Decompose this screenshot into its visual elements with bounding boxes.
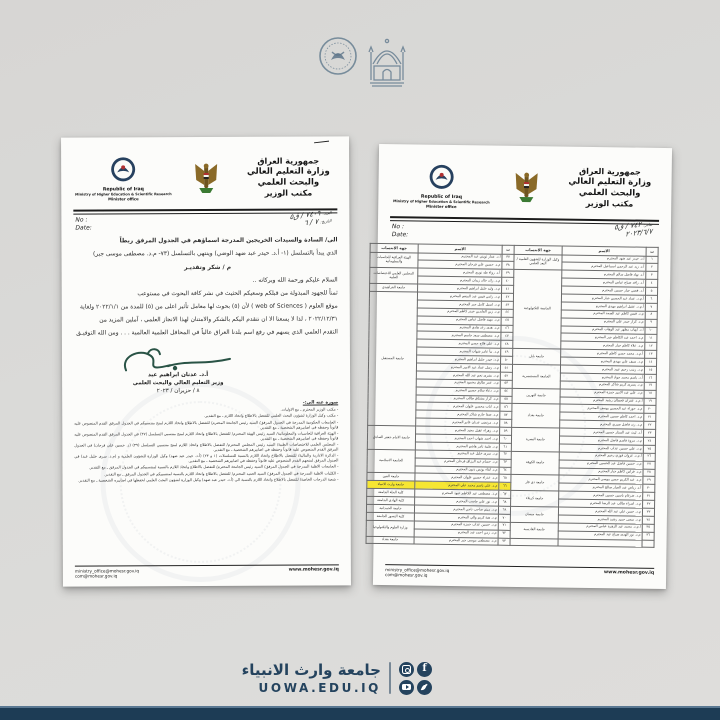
name-cell: أ.د. ايهاب مظهر عبد الوهاب المحترم: [561, 326, 645, 335]
date-label: Date:: [391, 230, 409, 239]
signer-name: أ.د. عدنان ابراهيم عبد: [147, 371, 209, 379]
name-cell: أ.م.د. عقيل ابراهيم مهدي المحترم: [561, 302, 645, 311]
signature-date: ٨ / حزيران / ٢٠٢٣: [156, 388, 200, 395]
affiliation-cell: الجامعة المستنصرية: [512, 364, 560, 388]
name-cell: م.د. علاء كاظم جبار المحترم: [561, 341, 645, 350]
name-cell: م.د. رامي قيس عبد المنعم المحترم: [417, 292, 501, 301]
university-brand-block: [242, 662, 432, 695]
name-cell: م.د. احمد شهاب احمد المحترم: [415, 434, 499, 443]
university-seal-logo: [318, 36, 358, 76]
affiliation-cell: وكيل الوزارة للشؤون العلمية / البعد العلمي: [514, 254, 562, 270]
serial-cell: ١٥: [644, 366, 656, 374]
affiliation-cell: جامعة النهرين: [512, 388, 560, 404]
serial-cell: [642, 540, 654, 548]
serial-range-line: الذي يبدأ بالتسلسل (١- أ.د. حيدر عبد ضهد الوضي) وينتهي بالتسلسل (٧٣- م.د. مصطفى موسى جبر): [93, 250, 338, 258]
name-cell: م.د. علي حسين عذاب المحترم: [559, 444, 643, 453]
letterhead-arabic: [560, 166, 660, 210]
ministry-title-en: Ministry of Higher Education & Scientific Research: [393, 198, 490, 205]
name-cell: م.د. ضرغام ياسين حسين المحترم: [559, 491, 643, 500]
hand-date-label: التاريخ:: [320, 218, 332, 225]
name-cell: م.د. قيس كاظم عبد الصمد المحترم: [561, 310, 645, 319]
bottom-navy-strip: [0, 706, 720, 720]
cc-item: - شعبة الدرجات الخاصة/ للتفضل بالاطلاع واتخاذ اللازم بالنسبة الى (أ.د. حيدر عبد ضهد) وكيل الوزارة لشؤون البحث العلمي لحفظها في اضابيره الشخصية ـ مع التقدير.: [78, 476, 339, 483]
university-name: جامعة وارث الانبياء: [241, 660, 381, 679]
serial-cell: ١٧: [644, 382, 656, 390]
name-cell: م.د. بشرى نجم عبد الله المحترم: [416, 371, 500, 380]
serial-cell: ٤٠: [502, 277, 514, 285]
affiliation-cell: الهيئة العراقية للحاسبات والمعلوماتية: [370, 252, 418, 268]
name-cell: م.د. مرتضى عدنان غانم المحترم: [416, 418, 500, 427]
serial-cell: ٢٩: [643, 477, 655, 485]
serial-cell: ٣٧: [502, 254, 514, 262]
serial-cell: ٥٨: [500, 419, 512, 427]
letter-paragraph: ثمناً للجهود المبذولة من قبلكم وسعيكم الحثيث في نشر كافة البحوث في مستوعب موقع العلوم ( web of Sciences ) لأن (٥) بحوث لها معامل تأثير اعلى من (٥) للمدة من ٢٠٢٢/١/١ ولغاية ٢٠٢٢/١٢/٣١ ، لذا لا يسعنا الا ان نتقدم اليكم بالشكر والامتنان لهذا الانجاز العلمي ، آملين المزيد من التقدم العلمي الذي يسهم في رفع اسم بلدنا العراق عالياً في المحافل العلمية العالمية . . . ومن الله التوفيـق: [76, 290, 338, 337]
signature-block: [88, 346, 268, 395]
cc-item: - الجامعات الحكومية المدرجة في الجدول المرفق/ السيد رئيس الجامعة المحترم/ للتفضل بالاطلاع واتخاذ اللازم لمنح منتسبيكم في الجدول المرفق القدم المنصوص عليه قانوناً وحفظه في اضابيرهم الشخصية ـ مع التقدير.: [74, 418, 339, 430]
serial-cell: ٧١: [498, 522, 510, 530]
name-cell: م.د. نور علي جاسب المحترم: [415, 497, 499, 506]
serial-cell: ١٠: [645, 327, 657, 335]
name-cell: م.د. كرار مشتاق طالب المحترم: [416, 395, 500, 404]
name-cell: م.د. حسن علي عبد الله المحترم: [558, 507, 642, 516]
social-icons: [399, 662, 432, 695]
serial-cell: ٧٠: [498, 514, 510, 522]
mosque-emblem-logo: [368, 36, 406, 90]
roster-page: [373, 144, 672, 589]
affiliation-cell: جامعة ميسان: [510, 506, 558, 522]
letterhead-english: [73, 156, 174, 201]
footer-email-1: ministry_office@mohesr.gov.iq: [385, 566, 450, 573]
serial-cell: ٥١: [500, 364, 512, 372]
no-label: No :: [391, 223, 405, 231]
serial-cell: ٣٥: [642, 524, 654, 532]
serial-cell: ٦٦: [499, 483, 511, 491]
affiliation-cell: جامعة البصرة: [511, 427, 559, 451]
roster-header-cell: جهة الانتساب: [514, 245, 562, 254]
roster-header-cell: الاسم: [562, 246, 646, 256]
brand-separator: [389, 662, 391, 694]
serial-cell: ٦٧: [499, 490, 511, 498]
serial-cell: ١٢: [645, 343, 657, 351]
serial-cell: ٤٥: [501, 317, 513, 325]
serial-cell: ٢: [646, 264, 658, 272]
name-cell: م.د. رند فاضل صبري المحترم: [560, 420, 644, 429]
affiliation-cell: جامعة الامام جعفر الصادق: [367, 425, 415, 449]
cc-item: - مكتب وكيل الوزارة لشؤون البحث العلمي للتفضل بالاطلاع واتخاذ اللازم ـ مع التقدير.: [204, 412, 339, 419]
roster-header-cell: جهة الانتساب: [370, 243, 418, 252]
name-cell: م.د. حسام عبد الرزاق فرحان المحترم: [415, 458, 499, 467]
name-cell: م.د. حسين علي فرحان المحترم: [418, 260, 502, 269]
gov-title-en: Republic of Iraq: [420, 194, 463, 200]
date-label: Date:: [75, 224, 92, 232]
number-date-row: [390, 222, 659, 244]
name-cell: م.د. علي باسم محمد علي المحترم: [415, 481, 499, 490]
serial-cell: ٢٣: [644, 429, 656, 437]
name-cell: م.د. مروة قاسم فاضل المحترم: [559, 436, 643, 445]
name-cell: م.د. ميثم صاحب ناجي المحترم: [414, 505, 498, 514]
hand-no-value: ٧٤٠٩ / ق٥: [289, 209, 321, 222]
name-cell: م.د. علي عبد الامير حمزة المحترم: [560, 389, 644, 398]
serial-cell: ٣٨: [502, 262, 514, 270]
top-watermark-logos: [318, 36, 406, 90]
no-date-labels: [75, 216, 91, 232]
name-cell: أ.د. حيدر عبد ضهد المحترم: [562, 255, 646, 264]
footer-emails: [75, 568, 139, 580]
serial-cell: ٢٨: [643, 469, 655, 477]
ministry-title-ar: وزارة التعليم العالي والبحث العلمي: [246, 166, 330, 188]
serial-cell: ٣٣: [642, 508, 654, 516]
letterhead: [390, 156, 660, 218]
name-cell: م.د. مصطفى موسى جبر المحترم: [414, 537, 498, 546]
serial-cell: ١٣: [645, 350, 657, 358]
serial-cell: ٥٣: [500, 380, 512, 388]
name-cell: [558, 539, 642, 548]
serial-cell: ٣٤: [642, 516, 654, 524]
serial-cell: ٥٦: [500, 404, 512, 412]
name-cell: م.د. سيف علي مهدي المحترم: [561, 357, 645, 366]
serial-cell: ١٩: [644, 398, 656, 406]
cc-item: - مكتب الوزير المحترم ـ مع الاوليات.: [280, 406, 339, 412]
serial-cell: ٦٥: [499, 475, 511, 483]
serial-cell: ٤٩: [501, 348, 513, 356]
gov-title-en: Republic of Iraq: [102, 186, 144, 192]
office-title-en: Minister office: [108, 195, 139, 201]
affiliation-cell: جامعة بغداد: [512, 404, 560, 428]
name-cell: م.د. هبة كريم والي المحترم: [414, 513, 498, 522]
iraq-eagle-emblem: [499, 170, 553, 205]
serial-cell: ٥٤: [500, 388, 512, 396]
serial-cell: ٦٢: [499, 451, 511, 459]
roster-header-cell: الاسم: [418, 244, 502, 254]
name-cell: أ.د. رواء طه نوري المحترم: [418, 268, 502, 277]
name-cell: م.د. زينب رحيم عبيد المحترم: [560, 365, 644, 374]
office-title-ar: مكتب الوزير: [585, 198, 634, 209]
name-cell: أ.د. باسم محمد جواد المحترم: [560, 373, 644, 382]
serial-cell: ٢٠: [644, 406, 656, 414]
affiliation-cell: جامعة الفراهيدي: [370, 283, 418, 292]
name-cell: م.د. احمد كاظم حسين المحترم: [560, 412, 644, 421]
signer-title: وزير التعليم العالي والبحث العلمي: [132, 379, 224, 387]
serial-cell: ٣١: [643, 492, 655, 500]
letterhead-english: [390, 163, 493, 209]
serial-cell: ٣: [646, 271, 658, 279]
hand-date-value: ٧ / ٦: [303, 217, 318, 228]
serial-cell: ٢٦: [643, 453, 655, 461]
serial-cell: ٦٨: [499, 498, 511, 506]
serial-cell: ٤٣: [501, 301, 513, 309]
affiliation-cell: وزارة العلوم والتكنولوجيا: [366, 520, 414, 536]
name-cell: م.د. زين العابدين حيدر كاظم المحترم: [417, 308, 501, 317]
name-cell: م.د. نبأ عامر شهاب المحترم: [417, 347, 501, 356]
serial-cell: ٦١: [499, 443, 511, 451]
page-footer: [385, 564, 654, 582]
serial-cell: ٤٧: [501, 333, 513, 341]
gov-title-ar: جمهورية العراق: [578, 166, 641, 177]
footer-email-2: com@mohesr.gov.iq: [74, 573, 118, 579]
roster-header-cell: ت: [646, 247, 658, 256]
name-cell: م.د. اسراء طالب عبد الرضا المحترم: [559, 499, 643, 508]
serial-cell: ٤٦: [501, 325, 513, 333]
addressee-line: الى/ السادة والسيدات الخريجين المدرجة اسماؤهم في الجدول المرفق ربطاً: [119, 237, 338, 245]
serial-cell: ٣٦: [642, 532, 654, 540]
serial-cell: ٣٩: [502, 269, 514, 277]
office-title-en: Minister office: [425, 203, 457, 209]
cc-title: صورة عنه الى:-: [302, 400, 339, 406]
name-cell: أ.د. عمار ثويني عبد المحترم: [418, 253, 502, 262]
instagram-icon: [399, 662, 414, 677]
name-cell: م.د. نور الهدى صباح عبد المحترم: [558, 531, 642, 540]
serial-cell: ١: [646, 256, 658, 264]
serial-cell: ٥٥: [500, 396, 512, 404]
letter-body: [73, 234, 337, 340]
gov-title-ar: جمهورية العراق: [257, 156, 320, 166]
serial-cell: ٨: [645, 311, 657, 319]
serial-cell: ٤١: [502, 285, 514, 293]
office-title-ar: مكتب الوزير: [264, 188, 313, 198]
name-cell: أ.د. نهاد فاضل سالم المحترم: [562, 270, 646, 279]
letter-page: [61, 136, 351, 586]
ministry-seal-icon: [429, 163, 455, 189]
iraq-eagle-emblem: [180, 161, 233, 195]
hand-date-value: ٢٠٢٣/٦/٧: [625, 227, 653, 239]
serial-cell: ٦٠: [499, 435, 511, 443]
cc-item: - الهيئة العراقية للحاسبات والمعلوماتية/ السيد رئيس الهيئة المحترم/ للتفضل بالاطلاع واتخاذ اللازم لمنح منتسبي التسلسل (٣٧) في الجدول المرفق القدم المنصوص عليه قانوناً وحفظه في اضابيرهم الشخصية ـ مع التقدير.: [74, 430, 339, 441]
serial-cell: ٥٩: [500, 427, 512, 435]
name-cell: م.د. لقاء يونس ذنون المحترم: [415, 466, 499, 475]
serial-cell: ٤٤: [501, 309, 513, 317]
serial-cell: ٢٤: [643, 437, 655, 445]
name-cell: أ.م.د. محمد عبد الزهرة عباس المحترم: [558, 523, 642, 532]
page-footer: [75, 564, 339, 579]
name-cell: م.د. سجى حميد رشيد المحترم: [558, 515, 642, 524]
name-cell: م.د. مهند فاضل عباس المحترم: [417, 316, 501, 325]
letterhead: [73, 148, 337, 207]
name-cell: أ.د. رياض عبد الجبار صالح المحترم: [559, 483, 643, 492]
serial-cell: ٦٣: [499, 459, 511, 467]
name-cell: م.د. عبد الكريم حسن موسى المحترم: [559, 475, 643, 484]
serial-cell: ١٤: [645, 358, 657, 366]
affiliation-cell: جامعة بغداد: [366, 536, 414, 545]
youtube-icon: [399, 680, 414, 695]
serial-cell: ٧٢: [498, 530, 510, 538]
serial-cell: ٢٥: [643, 445, 655, 453]
serial-cell: ٦٤: [499, 467, 511, 475]
ministry-title-ar: وزارة التعليم العالي والبحث العلمي: [568, 176, 652, 199]
handwritten-ref: [614, 219, 653, 240]
name-cell: أ.د. ليث عبد الستار حسين المحترم: [560, 428, 644, 437]
affiliation-cell: كلية الهادي الجامعة: [367, 496, 415, 505]
affiliation-cell: جامعة الكوفة: [511, 451, 559, 475]
serial-cell: ٣٠: [643, 485, 655, 493]
name-cell: م.د. يسرى كريم شاكر المحترم: [560, 381, 644, 390]
cc-item: - الكليات الاهلية المدرجة في الجدول المرفق/ السيد العميد المحترم/ للتفضل بالاطلاع واتخاذ اللازم بالنسبة لمنتسبيكم في الجدول المرفق ـ مع التقدير.: [104, 469, 339, 476]
name-cell: م.د. زهراء عقيل مجيد المحترم: [416, 426, 500, 435]
name-cell: م.د. عذراء حسين علوان المحترم: [415, 473, 499, 482]
number-date-row: [73, 209, 337, 233]
serial-cell: ٢٢: [644, 421, 656, 429]
serial-cell: ٦٩: [498, 506, 510, 514]
affiliation-cell: كلية الحلة الجامعة: [367, 489, 415, 498]
name-cell: أ.م.د. غزوان فوزي رحيم المحترم: [559, 452, 643, 461]
affiliation-cell: الجامعة التكنولوجية: [513, 270, 562, 350]
serial-cell: ٥٠: [501, 356, 513, 364]
serial-cell: ١٨: [644, 390, 656, 398]
serial-cell: ٦: [645, 295, 657, 303]
name-cell: م.د. حسين فاضل عبد الحسين المحترم: [559, 460, 643, 469]
footer-website: www.mohesr.gov.iq: [288, 567, 339, 573]
name-cell: أ.د. قصي جبار حسين المحترم: [562, 286, 646, 295]
affiliation-cell: المجلس العلمي للاختصاصات الطبية: [370, 268, 418, 284]
twitter-icon: [417, 680, 432, 695]
serial-cell: ٥٢: [500, 372, 512, 380]
no-date-labels: [392, 223, 409, 239]
cc-item: - الجامعات الاهلية المدرجة في الجدول المرفق/ السيد رئيس الجامعة المحترم/ للتفضل بالاطلاع واتخاذ اللازم بالنسبة لمنتسبيكم في الجدول المرفق ـ مع التقدير.: [88, 463, 339, 470]
name-cell: أ.د. زيد عبد الرحمن اسماعيل المحترم: [562, 262, 646, 271]
serial-cell: ٤: [646, 279, 658, 287]
footer-email-1: ministry_office@mohesr.gov.iq: [74, 567, 140, 574]
university-url: UOWA.EDU.IQ: [258, 681, 381, 695]
cc-item: - الدائرة الادارية والمالية/ للتفضل بالاطلاع واتخاذ اللازم بالنسبة للتسلسلات (١ و ٢٣) (أ.د. حيدر عبد ضهد) وكيل الوزارة للشؤون العلمية و (م.د. سرى خليل عبد) في الجدول المرفق لمنحهم القدم المنصوص عليه قانوناً وحفظه في اضابيرهم الشخصية ـ مع التقدير.: [74, 452, 339, 464]
name-cell: م.د. حسين عذاب حمزة المحترم: [414, 521, 498, 530]
serial-cell: ٧٣: [498, 538, 510, 546]
greeting-line: السلام عليكم ورحمة الله وبركاته ..: [252, 277, 338, 284]
brand-text: [242, 662, 381, 695]
name-cell: م.د. وليد خليل ابراهيم المحترم: [418, 284, 502, 293]
serial-cell: ٥: [646, 287, 658, 295]
footer-emails: [385, 567, 449, 579]
serial-cell: ٤٢: [501, 293, 513, 301]
name-cell: م.د. مصطفى سعد جاسم المحترم: [417, 331, 501, 340]
affiliation-cell: جامعة وارث الانبياء: [367, 481, 415, 490]
serial-cell: ٤٨: [501, 340, 513, 348]
serial-cell: ٥٧: [500, 412, 512, 420]
name-cell: م.د. كرار حيدر علي المحترم: [561, 318, 645, 327]
footer-website: www.mohesr.gov.iq: [603, 569, 655, 576]
name-cell: م.د. حيدر جليل ابراهيم المحترم: [417, 355, 501, 364]
letterhead-arabic: [239, 156, 337, 199]
serial-cell: ٢٧: [643, 461, 655, 469]
no-label: No :: [75, 216, 88, 224]
name-cell: أ.د. رافد صباح عباس المحترم: [562, 278, 646, 287]
name-cell: م.د. مصطفى عبد الكاظم عبود المحترم: [415, 489, 499, 498]
affiliation-cell: جامعة العين: [367, 473, 415, 482]
affiliation-cell: [510, 538, 558, 547]
cc-item: - المجلس العلمي للاختصاصات الطبية/ السيد رئيس المجلس المحترم/ للتفضل بالاطلاع واتخاذ اللازم لمنح منتسبي التسلسل (٣٩) (د. حسين علي فرحان) في الجدول المرفق القدم المنصوص عليه قانوناً وحفظه في اضابيرهم الشخصية ـ مع التقدير.: [74, 441, 339, 452]
name-cell: م.د. حوراء عبد الحسين يوسف المحترم: [560, 404, 644, 413]
name-cell: أ.م.د. محمد حسن كاظم المحترم: [561, 349, 645, 358]
name-cell: م.د. هدى رعد هادي المحترم: [417, 324, 501, 333]
serial-cell: ٣٢: [643, 500, 655, 508]
name-cell: م.د. ايات محسن علوان المحترم: [416, 402, 500, 411]
name-cell: م.د. زمن احمد عبد المحترم: [414, 529, 498, 538]
name-cell: م.د. فراس كاظم جبار المحترم: [559, 468, 643, 477]
affiliation-cell: الجامعة الاسلامية: [367, 449, 415, 473]
pen-mark: [314, 141, 329, 144]
affiliation-cell: جامعة بابل: [513, 349, 561, 365]
roster-header-cell: ت: [502, 245, 514, 254]
serial-cell: ٩: [645, 319, 657, 327]
serial-cell: ١١: [645, 335, 657, 343]
name-cell: م.د. سرى خليل عبد المحترم: [415, 450, 499, 459]
name-cell: م.د. علي فلاح حسن المحترم: [417, 339, 501, 348]
footer-email-2: com@mohesr.gov.iq: [385, 572, 428, 579]
ministry-title-en: Ministry of Higher Education & Scientific Research: [75, 191, 172, 197]
name-cell: أ.م.د. غفران قحطان رشيد المحترم: [560, 397, 644, 406]
name-cell: م.د. دعاء سلام حسين المحترم: [416, 387, 500, 396]
subject-line: م / شكر وتقديـر: [184, 264, 232, 272]
name-cell: م.د. رائد خالد زيدان المحترم: [418, 276, 502, 285]
name-cell: م.د. رسل عماد عبد الامير المحترم: [416, 363, 500, 372]
name-cell: م.د. اسيل كامل جبر المحترم: [417, 300, 501, 309]
hand-no-value: ٧٤٢ / ق٥: [614, 220, 642, 232]
facebook-icon: f: [417, 662, 432, 677]
hand-no-label: العدد:: [322, 209, 332, 216]
hand-no-label: صادر:: [643, 221, 654, 228]
name-cell: م.د. عمر طارق محمود المحترم: [416, 379, 500, 388]
serial-cell: ١٦: [644, 374, 656, 382]
name-cell: م.د. طيبة ثامر هاشم المحترم: [415, 442, 499, 451]
affiliation-cell: جامعة المستقبل: [368, 291, 418, 426]
serial-cell: ٧: [645, 303, 657, 311]
ministry-seal-icon: [110, 156, 136, 182]
affiliation-cell: جامعة ذي قار: [511, 475, 559, 491]
seal-watermark: [100, 382, 301, 583]
name-cell: م.د. احمد عبد الكاظم جبر المحترم: [561, 333, 645, 342]
name-cell: أ.م.د. عماد عبد الحسين جبار المحترم: [561, 294, 645, 303]
affiliation-cell: جامعة كربلاء: [511, 491, 559, 507]
affiliation-cell: جامعة القادسية: [510, 522, 558, 538]
affiliation-cell: جامعة الحمدانية: [366, 504, 414, 513]
affiliation-cell: كلية النسور الجامعة: [366, 512, 414, 521]
name-cell: م.د. صفا حازم شاكر المحترم: [416, 410, 500, 419]
serial-cell: ٢١: [644, 414, 656, 422]
